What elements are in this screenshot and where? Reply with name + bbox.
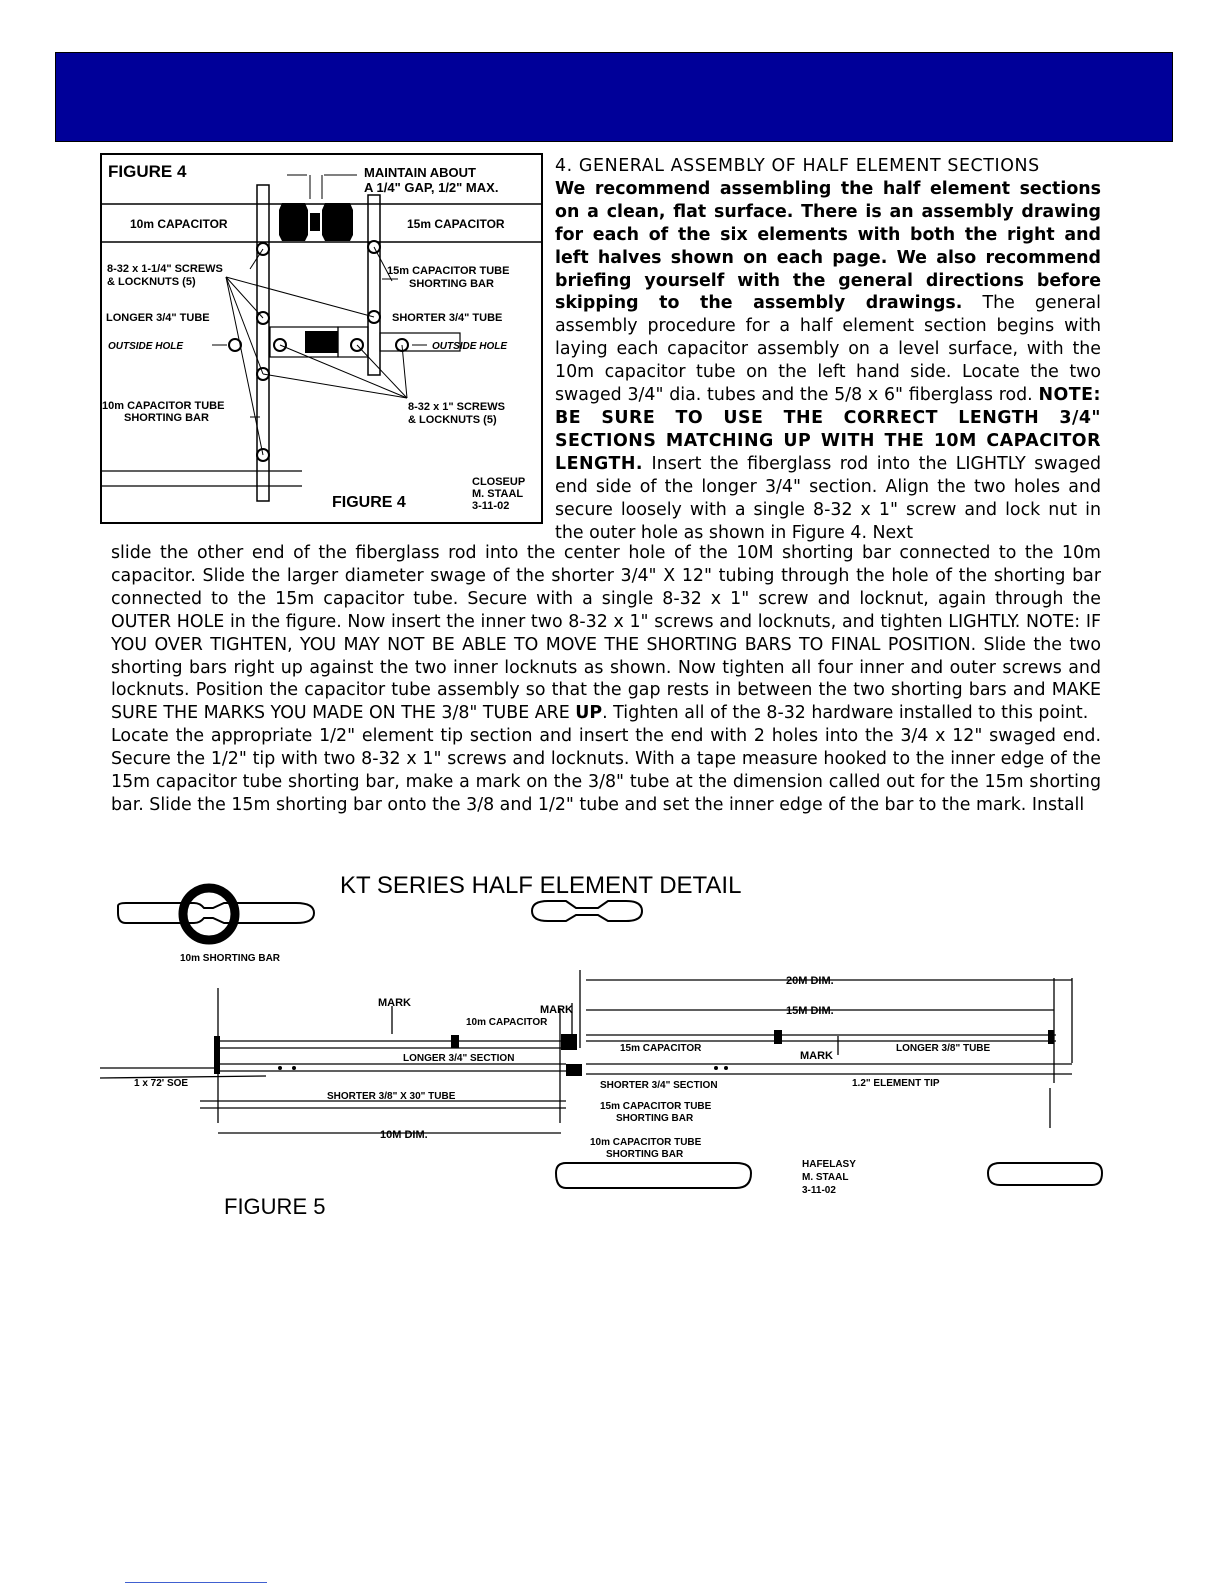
para1-note: NOTE: BE SURE TO USE THE CORRECT LENGTH 3/4" SECTIONS MATCHING UP WITH THE 10M CAPACITOR LENGTH. bbox=[555, 385, 1101, 474]
fig4-title-bottom: FIGURE 4 bbox=[332, 494, 406, 511]
para2: Locate the appropriate 1/2" element tip section and insert the end with 2 holes into the 3/4 x 12" swaged end. Secure the 1/2" tip with two 8-32 x 1" screws and locknuts. With a tape measure hooked to the inner edge of the 15m capacitor tube shorting bar, make a mark on the 3/8" tube at the dimension called out for the 15m shorting bar. Slide the 15m shorting bar onto the 3/8 and 1/2" tube and set the inner edge of the bar to the mark. Install bbox=[111, 726, 1101, 815]
para1-c: slide the other end of the fiberglass rod into the center hole of the 10M shorting bar connected to the 10m capacitor. Slide the larger diameter swage of the shorter 3/4" X 12" tubing through the hole of the shorting bar connected to the 15m capacitor tube. Secure with a single 8-32 x 1" screw and locknut, again through the OUTER HOLE in the figure. Now insert the inner two 8-32 x 1" screws and locknuts, and tighten LIGHTLY. NOTE: IF YOU OVER TIGHTEN, YOU MAY NOT BE ABLE TO MOVE THE SHORTING BARS TO FINAL POSITION. Slide the two shorting bars right up against the two inner locknuts as shown. Now tighten all four inner and outer screws and locknuts. Position the capacitor tube assembly so that the gap rests in between the two shorting bars and MAKE SURE THE MARKS YOU MADE ON THE 3/8" TUBE ARE bbox=[111, 543, 1101, 724]
fig5-bar10-1: 10m CAPACITOR TUBE bbox=[590, 1137, 702, 1148]
intro-bold: We recommend assembling the half element sections on a clean, flat surface. There is an assembly drawing for each of the six elements with both the right and left halves shown on each page. We also recommend briefing yourself with the general directions before skipping to the assembly drawings. bbox=[555, 178, 1101, 314]
fig4-screws-1: 8-32 x 1-1/4" SCREWS bbox=[107, 263, 223, 275]
fig5-dim20: 20M DIM. bbox=[786, 975, 834, 987]
fig5-title: KT SERIES HALF ELEMENT DETAIL bbox=[340, 872, 742, 899]
figure-5 bbox=[96, 858, 1112, 1228]
para1-up: UP bbox=[575, 703, 603, 724]
fig5-cap10: 10m CAPACITOR bbox=[466, 1017, 548, 1028]
para1-a: The general assembly procedure for a half element section begins with laying each capacitor assembly on a level surface, with the 10m capacitor tube on the left hand side. Locate the two swaged 3/4" dia. tubes and the 5/8 x 6" fiberglass rod. bbox=[555, 293, 1101, 406]
fig4-closeup-3: 3-11-02 bbox=[472, 500, 510, 512]
fig5-dim10: 10M DIM. bbox=[380, 1129, 428, 1141]
fig5-mark3: MARK bbox=[800, 1050, 833, 1062]
header-banner bbox=[55, 52, 1173, 142]
fig5-bar10-2: SHORTING BAR bbox=[606, 1149, 684, 1160]
fig5-soe: 1 x 72' SOE bbox=[134, 1078, 189, 1089]
fig4-tube10-1: 10m CAPACITOR TUBE bbox=[102, 400, 225, 412]
fig5-shorting-10m: 10m SHORTING BAR bbox=[180, 953, 281, 964]
fig5-mark2: MARK bbox=[540, 1004, 573, 1016]
fig4-outside-hole-right: OUTSIDE HOLE bbox=[432, 341, 508, 352]
section-text-right bbox=[555, 155, 1101, 544]
fig4-longer: LONGER 3/4" TUBE bbox=[106, 312, 210, 324]
fig4-closeup-1: CLOSEUP bbox=[472, 476, 526, 488]
footer-line bbox=[125, 1582, 267, 1583]
fig4-cap-15m: 15m CAPACITOR bbox=[407, 217, 505, 231]
section-heading: 4. GENERAL ASSEMBLY OF HALF ELEMENT SECTIONS bbox=[555, 156, 1040, 176]
fig4-tube15-1: 15m CAPACITOR TUBE bbox=[387, 265, 510, 277]
figure-4 bbox=[100, 153, 543, 524]
fig5-figure-label: FIGURE 5 bbox=[224, 1194, 326, 1219]
fig4-closeup-2: M. STAAL bbox=[472, 488, 524, 500]
fig5-shorter38: SHORTER 3/8" X 30" TUBE bbox=[327, 1091, 456, 1102]
fig4-outside-hole-left: OUTSIDE HOLE bbox=[108, 341, 184, 352]
fig4-title-top: FIGURE 4 bbox=[108, 162, 187, 181]
fig4-cap-10m: 10m CAPACITOR bbox=[130, 217, 228, 231]
fig5-bar15-2: SHORTING BAR bbox=[616, 1113, 694, 1124]
fig5-cap15: 15m CAPACITOR bbox=[620, 1043, 702, 1054]
section-text-full bbox=[111, 542, 1101, 817]
fig4-screws1-1: 8-32 x 1" SCREWS bbox=[408, 401, 505, 413]
fig4-tube15-2: SHORTING BAR bbox=[409, 278, 494, 290]
para1-d: . Tighten all of the 8-32 hardware installed to this point. bbox=[602, 703, 1089, 724]
fig5-hafelasy-1: HAFELASY bbox=[802, 1159, 856, 1170]
fig5-mark1: MARK bbox=[378, 997, 411, 1009]
fig4-tube10-2: SHORTING BAR bbox=[124, 412, 209, 424]
fig5-shorter34: SHORTER 3/4" SECTION bbox=[600, 1080, 718, 1091]
fig5-longer38: LONGER 3/8" TUBE bbox=[896, 1043, 991, 1054]
fig5-hafelasy-2: M. STAAL bbox=[802, 1172, 849, 1183]
fig5-longer34: LONGER 3/4" SECTION bbox=[403, 1053, 515, 1064]
fig5-hafelasy-3: 3-11-02 bbox=[802, 1185, 836, 1196]
fig4-shorter: SHORTER 3/4" TUBE bbox=[392, 312, 503, 324]
para1-b: Insert the fiberglass rod into the LIGHTLY swaged end side of the longer 3/4" section. Align the two holes and secure loosely with a single 8-32 x 1" screw and lock nut in the outer hole as shown in Figure 4. Next bbox=[555, 453, 1101, 543]
fig5-dim15: 15M DIM. bbox=[786, 1005, 834, 1017]
fig4-gap-note-1: MAINTAIN ABOUT bbox=[364, 165, 476, 180]
fig4-screws-2: & LOCKNUTS (5) bbox=[107, 276, 196, 288]
fig5-bar15-1: 15m CAPACITOR TUBE bbox=[600, 1101, 712, 1112]
fig5-tip: 1.2" ELEMENT TIP bbox=[852, 1078, 940, 1089]
fig4-gap-note-2: A 1/4" GAP, 1/2" MAX. bbox=[364, 180, 499, 195]
fig4-screws1-2: & LOCKNUTS (5) bbox=[408, 414, 497, 426]
